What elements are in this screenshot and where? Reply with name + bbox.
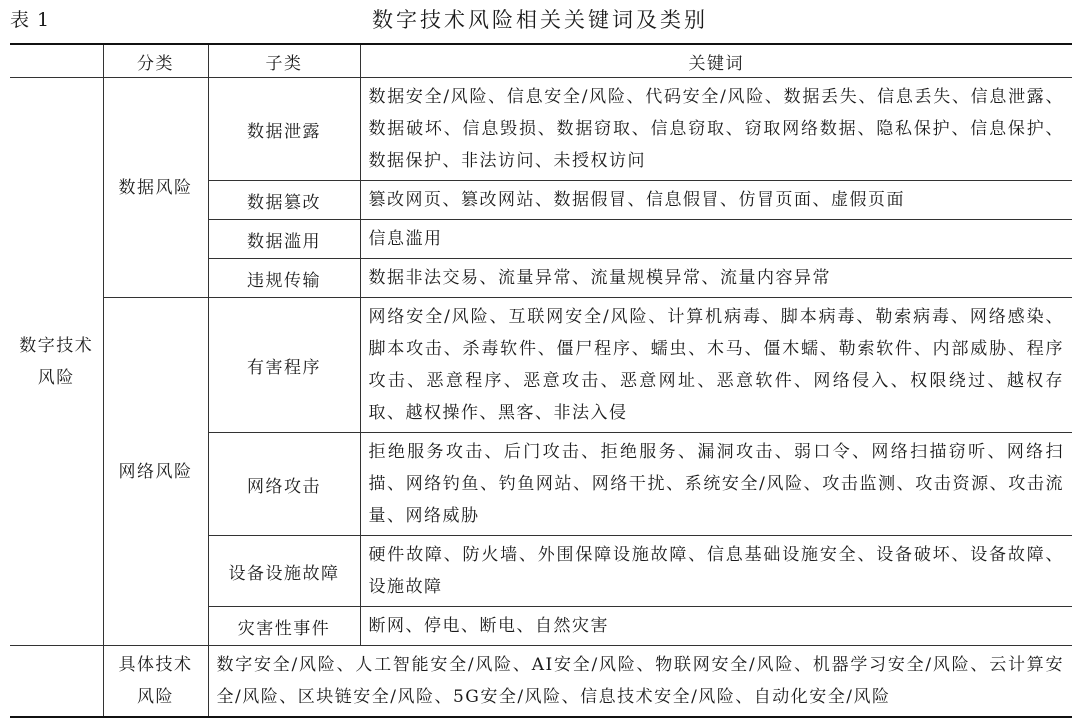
subcategory-cell: 灾害性事件 [208,607,360,646]
keywords-cell: 数字安全/风险、人工智能安全/风险、AI安全/风险、物联网安全/风险、机器学习安全/风险、云计算安全/风险、区块链安全/风险、5G安全/风险、信息技术安全/风险、自动化安全/风险 [208,646,1072,718]
header-row [10,44,1072,78]
subcategory-cell: 有害程序 [208,298,360,433]
category-cell: 具体技术风险 [103,646,208,718]
subcategory-cell: 数据滥用 [208,220,360,259]
keywords-cell: 篡改网页、篡改网站、数据假冒、信息假冒、仿冒页面、虚假页面 [360,181,1072,220]
table-row [10,298,1072,433]
header-keywords: 关键词 [360,44,1072,78]
category-cell: 数据风险 [103,78,208,298]
keywords-cell: 数据非法交易、流量异常、流量规模异常、流量内容异常 [360,259,1072,298]
keyword-table [10,43,1072,718]
header-subcategory: 子类 [208,44,360,78]
subcategory-cell: 设备设施故障 [208,536,360,607]
header-empty [10,44,103,78]
table-caption [0,0,1080,40]
keywords-cell: 硬件故障、防火墙、外围保障设施故障、信息基础设施安全、设备破坏、设备故障、设施故障 [360,536,1072,607]
table-row [10,78,1072,181]
header-category: 分类 [103,44,208,78]
table-number: 表 1 [10,9,51,31]
subcategory-cell: 数据泄露 [208,78,360,181]
table-row [10,646,1072,718]
top-category-continuation [10,646,103,718]
keywords-cell: 拒绝服务攻击、后门攻击、拒绝服务、漏洞攻击、弱口令、网络扫描窃听、网络扫描、网络钓鱼、钓鱼网站、网络干扰、系统安全/风险、攻击监测、攻击资源、攻击流量、网络威胁 [360,433,1072,536]
keywords-cell: 断网、停电、断电、自然灾害 [360,607,1072,646]
subcategory-cell: 违规传输 [208,259,360,298]
subcategory-cell: 数据篡改 [208,181,360,220]
subcategory-cell: 网络攻击 [208,433,360,536]
category-cell: 网络风险 [103,298,208,646]
keywords-cell: 网络安全/风险、互联网安全/风险、计算机病毒、脚本病毒、勒索病毒、网络感染、脚本攻击、杀毒软件、僵尸程序、蠕虫、木马、僵木蠕、勒索软件、内部威胁、程序攻击、恶意程序、恶意攻击、恶意网址、恶意软件、网络侵入、权限绕过、越权存取、越权操作、黑客、非法入侵 [360,298,1072,433]
table-title: 数字技术风险相关关键词及类别 [372,8,708,32]
keywords-cell: 信息滥用 [360,220,1072,259]
keywords-cell: 数据安全/风险、信息安全/风险、代码安全/风险、数据丢失、信息丢失、信息泄露、数据破坏、信息毁损、数据窃取、信息窃取、窃取网络数据、隐私保护、信息保护、数据保护、非法访问、未授权访问 [360,78,1072,181]
top-category-cell: 数字技术风险 [10,78,103,646]
